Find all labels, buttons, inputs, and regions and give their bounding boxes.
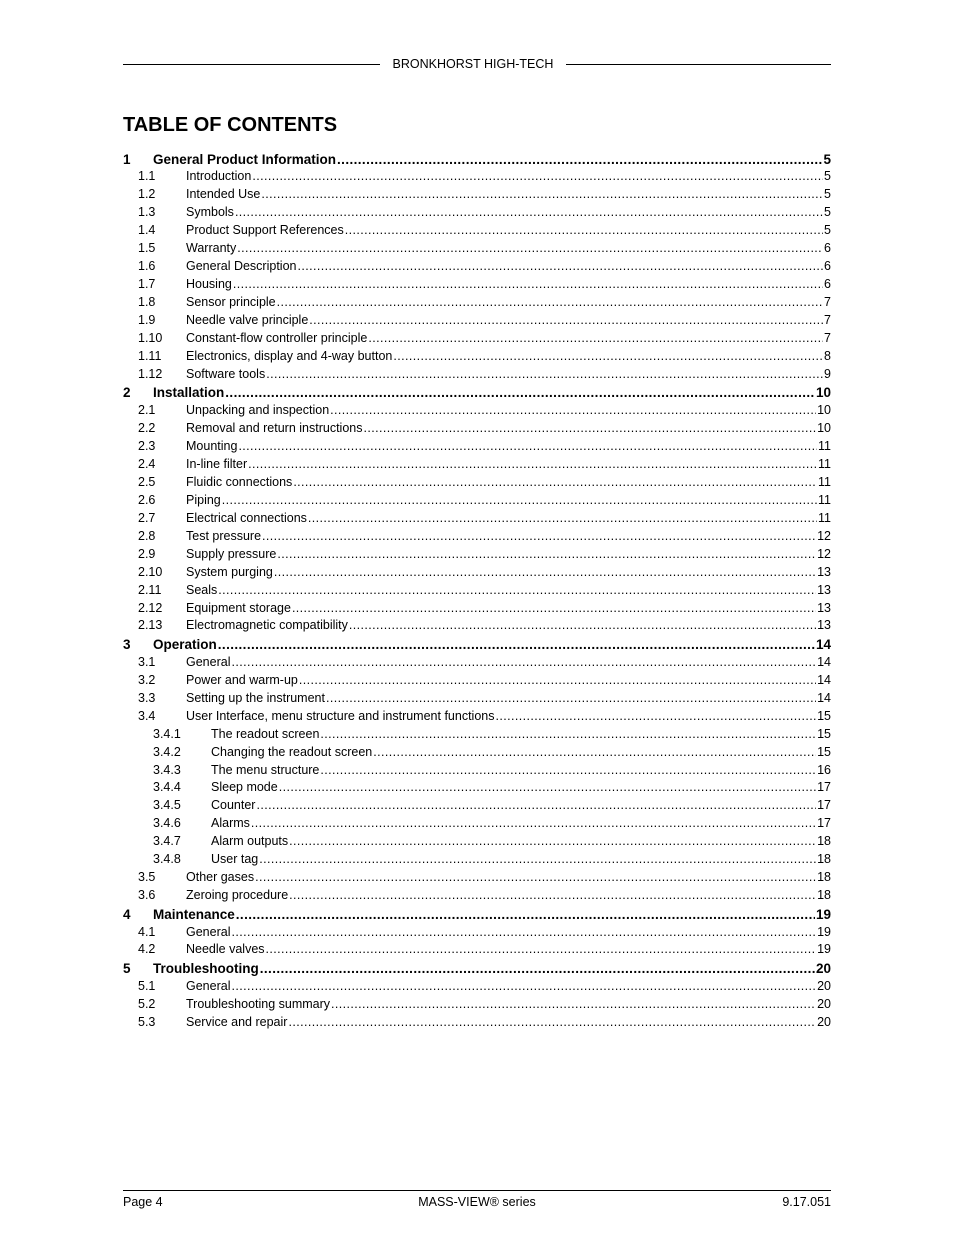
toc-entry-page: 14 (815, 636, 831, 652)
toc-dot-leader (373, 745, 816, 760)
toc-entry-number: 1 (123, 151, 131, 167)
toc-entry-number: 3.4.3 (153, 762, 181, 777)
toc-entry-title: Zeroing procedure (186, 888, 289, 903)
toc-entry[interactable] (123, 274, 831, 292)
toc-entry-page: 6 (824, 259, 831, 274)
toc-dot-leader (218, 583, 816, 598)
toc-entry[interactable] (123, 903, 831, 922)
toc-dot-leader (256, 798, 816, 813)
toc-dot-leader (252, 169, 823, 184)
toc-dot-leader (225, 385, 815, 400)
toc-entry[interactable] (123, 562, 831, 580)
toc-entry-page: 7 (824, 295, 831, 309)
toc-entry-title: Electromagnetic compatibility (186, 618, 348, 633)
toc-entry[interactable] (123, 616, 831, 634)
toc-entry-number: 3.3 (138, 690, 156, 705)
toc-entry[interactable] (123, 940, 831, 958)
toc-entry-page: 20 (817, 1014, 831, 1029)
toc-entry[interactable] (123, 490, 831, 508)
toc-entry-title: Installation (153, 385, 225, 401)
toc-entry-title: Software tools (186, 366, 266, 381)
toc-entry[interactable] (123, 885, 831, 903)
toc-entry-number: 3.4.1 (153, 726, 181, 741)
toc-entry-number: 3.4.2 (153, 744, 181, 759)
header-rule-left (123, 64, 380, 65)
toc-entry-number: 3.4 (138, 708, 156, 723)
toc-entry-page: 15 (817, 708, 831, 723)
toc-entry[interactable] (123, 454, 831, 472)
toc-entry-page: 10 (817, 421, 831, 436)
toc-entry-title: In-line filter (186, 457, 248, 471)
toc-entry-number: 1.1 (138, 169, 156, 184)
toc-entry[interactable] (123, 508, 831, 526)
toc-entry[interactable] (123, 364, 831, 382)
toc-entry[interactable] (123, 202, 831, 220)
toc-entry[interactable] (123, 652, 831, 670)
header-title: BRONKHORST HIGH-TECH (392, 57, 554, 71)
toc-entry-title: Troubleshooting summary (186, 996, 331, 1011)
toc-dot-leader (261, 187, 823, 202)
toc-entry-page: 19 (817, 942, 831, 957)
toc-dot-leader (363, 421, 816, 436)
toc-dot-leader (260, 961, 815, 976)
toc-entry-number: 2.13 (138, 618, 163, 633)
toc-dot-leader (299, 673, 816, 688)
toc-entry[interactable] (123, 957, 831, 976)
toc-entry-title: Symbols (186, 205, 234, 220)
toc-dot-leader (238, 439, 817, 454)
toc-entry-number: 2.9 (138, 546, 156, 561)
toc-entry[interactable] (123, 760, 831, 778)
toc-entry-title: Service and repair (186, 1014, 288, 1029)
toc-entry-page: 16 (817, 762, 831, 777)
toc-dot-leader (255, 870, 816, 885)
toc-entry-title: User Interface, menu structure and instrument functions (186, 708, 495, 723)
toc-entry[interactable] (123, 922, 831, 940)
toc-entry[interactable] (123, 994, 831, 1012)
toc-entry[interactable] (123, 346, 831, 364)
footer-page-label: Page 4 (123, 1195, 163, 1209)
toc-entry-title: General (186, 654, 231, 669)
toc-dot-leader (233, 277, 823, 292)
toc-entry[interactable] (123, 382, 831, 401)
toc-entry-title: Constant-flow controller principle (186, 330, 368, 345)
toc-entry[interactable] (123, 526, 831, 544)
toc-entry-page: 7 (824, 312, 831, 327)
toc-dot-leader (320, 763, 816, 778)
toc-entry[interactable] (123, 148, 831, 167)
toc-entry[interactable] (123, 238, 831, 256)
toc-dot-leader (331, 997, 816, 1012)
toc-entry[interactable] (123, 256, 831, 274)
toc-entry-number: 5.2 (138, 996, 156, 1011)
toc-entry[interactable] (123, 598, 831, 616)
toc-entry-title: Removal and return instructions (186, 421, 363, 436)
toc-entry[interactable] (123, 400, 831, 418)
toc-dot-leader (330, 403, 816, 418)
toc-entry-title: Alarms (211, 816, 250, 831)
toc-entry-title: Counter (211, 798, 256, 813)
toc-dot-leader (289, 834, 816, 849)
toc-entry-page: 6 (824, 241, 831, 256)
toc-dot-leader (320, 727, 816, 742)
toc-entry-title: Needle valves (186, 942, 265, 957)
toc-entry-title: The readout screen (211, 726, 320, 741)
toc-entry-title: Sleep mode (211, 780, 278, 795)
toc-entry-page: 19 (817, 924, 831, 939)
toc-dot-leader (309, 313, 823, 328)
toc-entry-number: 2.3 (138, 439, 156, 454)
toc-dot-leader (297, 259, 823, 274)
toc-dot-leader (345, 223, 823, 238)
toc-entry-number: 3.4.4 (153, 780, 181, 795)
toc-entry-page: 14 (817, 690, 831, 705)
toc-entry-number: 2.7 (138, 510, 156, 525)
toc-entry-title: Introduction (186, 169, 252, 184)
toc-entry[interactable] (123, 742, 831, 760)
toc-entry-page: 15 (817, 726, 831, 741)
toc-entry-page: 14 (817, 654, 831, 669)
toc-entry-number: 1.2 (138, 187, 156, 202)
toc-entry-number: 2.2 (138, 421, 156, 436)
toc-entry[interactable] (123, 867, 831, 885)
toc-entry-page: 5 (823, 151, 831, 167)
toc-entry-page: 9 (824, 366, 831, 381)
toc-heading: TABLE OF CONTENTS (123, 114, 338, 136)
toc-entry-page: 11 (818, 492, 831, 507)
toc-entry-number: 5.1 (138, 978, 156, 993)
toc-dot-leader (237, 241, 823, 256)
toc-entry-title: General (186, 924, 231, 939)
toc-entry-title: Sensor principle (186, 295, 276, 309)
toc-entry-number: 4.1 (138, 924, 156, 939)
toc-entry-page: 13 (817, 564, 831, 579)
toc-entry-number: 1.8 (138, 295, 156, 309)
toc-entry-page: 11 (818, 474, 831, 489)
toc-dot-leader (288, 1015, 816, 1030)
toc-entry-number: 1.10 (138, 330, 163, 345)
toc-entry[interactable] (123, 436, 831, 454)
toc-entry-title: Mounting (186, 439, 238, 454)
toc-entry-title: Seals (186, 582, 218, 597)
toc-entry-title: General Product Information (153, 151, 337, 167)
toc-entry-number: 3.5 (138, 870, 156, 885)
toc-entry-page: 17 (817, 780, 831, 795)
toc-entry-page: 11 (818, 457, 831, 471)
toc-entry-page: 13 (817, 582, 831, 597)
toc-dot-leader (368, 331, 823, 346)
toc-entry[interactable] (123, 580, 831, 598)
toc-entry-page: 7 (824, 330, 831, 345)
table-of-contents (123, 148, 831, 1030)
toc-dot-leader (277, 547, 816, 562)
toc-dot-leader (266, 942, 817, 957)
toc-entry-number: 1.4 (138, 223, 156, 238)
toc-entry[interactable] (123, 688, 831, 706)
toc-entry-title: Needle valve principle (186, 312, 309, 327)
toc-entry-title: Troubleshooting (153, 960, 259, 976)
toc-entry-page: 15 (817, 744, 831, 759)
toc-entry-number: 4.2 (138, 942, 156, 957)
toc-entry-title: Maintenance (153, 906, 235, 922)
toc-entry-title: Electrical connections (186, 510, 307, 525)
toc-entry[interactable] (123, 418, 831, 436)
toc-entry[interactable] (123, 310, 831, 328)
toc-dot-leader (231, 979, 816, 994)
page-footer (123, 1190, 831, 1213)
toc-dot-leader (349, 618, 816, 633)
toc-entry[interactable] (123, 778, 831, 796)
toc-dot-leader (326, 691, 816, 706)
footer-doc-number: 9.17.051 (782, 1195, 831, 1209)
toc-entry-page: 17 (817, 798, 831, 813)
toc-dot-leader (308, 511, 817, 526)
toc-dot-leader (495, 709, 816, 724)
toc-dot-leader (218, 637, 815, 652)
toc-entry-number: 3.4.5 (153, 798, 181, 813)
toc-dot-leader (266, 367, 823, 382)
toc-dot-leader (231, 655, 816, 670)
toc-dot-leader (293, 475, 817, 490)
toc-entry[interactable] (123, 1012, 831, 1030)
toc-entry-title: Unpacking and inspection (186, 403, 330, 418)
toc-entry-number: 2.8 (138, 528, 156, 543)
toc-entry[interactable] (123, 813, 831, 831)
toc-entry-page: 5 (824, 205, 831, 220)
toc-entry-number: 1.6 (138, 259, 156, 274)
toc-entry-number: 1.11 (138, 348, 162, 363)
toc-entry-number: 1.7 (138, 277, 156, 292)
toc-dot-leader (277, 295, 823, 310)
toc-entry-number: 1.5 (138, 241, 156, 256)
toc-entry[interactable] (123, 849, 831, 867)
toc-entry-number: 3.1 (138, 654, 156, 669)
toc-entry-title: General Description (186, 259, 297, 274)
toc-entry-title: Changing the readout screen (211, 744, 373, 759)
toc-entry-title: Piping (186, 492, 221, 507)
toc-entry-number: 3 (123, 636, 131, 652)
page-header (123, 55, 831, 73)
toc-entry-page: 13 (817, 618, 831, 633)
toc-entry[interactable] (123, 831, 831, 849)
toc-entry-title: Housing (186, 277, 232, 292)
footer-product: MASS-VIEW® series (418, 1195, 536, 1209)
toc-entry-page: 17 (817, 816, 831, 831)
toc-entry[interactable] (123, 670, 831, 688)
toc-entry-number: 2.5 (138, 474, 156, 489)
toc-entry-page: 5 (824, 169, 831, 184)
toc-entry-number: 2.10 (138, 564, 163, 579)
toc-entry-title: Test pressure (186, 528, 262, 543)
toc-entry-page: 20 (815, 960, 831, 976)
toc-entry-title: Fluidic connections (186, 474, 293, 489)
toc-entry-number: 2.1 (138, 403, 156, 418)
toc-entry[interactable] (123, 724, 831, 742)
toc-entry[interactable] (123, 706, 831, 724)
toc-entry-number: 2 (123, 385, 131, 401)
toc-entry-page: 20 (817, 978, 831, 993)
toc-entry[interactable] (123, 292, 831, 310)
toc-entry-title: Electronics, display and 4-way button (186, 348, 393, 363)
toc-entry[interactable] (123, 220, 831, 238)
toc-entry-title: Product Support References (186, 223, 344, 238)
toc-entry-number: 2.6 (138, 492, 156, 507)
toc-entry-page: 14 (817, 672, 831, 687)
toc-entry-page: 10 (815, 385, 831, 401)
toc-entry-page: 11 (818, 510, 831, 525)
toc-dot-leader (236, 907, 815, 922)
toc-entry-page: 12 (817, 546, 831, 561)
toc-entry-page: 5 (824, 223, 831, 238)
toc-entry-page: 13 (817, 600, 831, 615)
toc-entry-number: 2.11 (138, 582, 162, 597)
toc-dot-leader (274, 565, 816, 580)
toc-entry[interactable] (123, 544, 831, 562)
toc-entry-page: 10 (817, 403, 831, 418)
toc-dot-leader (222, 493, 817, 508)
toc-entry-page: 8 (824, 348, 831, 363)
toc-entry-page: 18 (817, 852, 831, 867)
toc-entry-title: System purging (186, 564, 273, 579)
toc-entry[interactable] (123, 795, 831, 813)
toc-entry-page: 5 (824, 187, 831, 202)
toc-entry-title: General (186, 978, 231, 993)
toc-dot-leader (231, 925, 816, 940)
toc-entry-title: Power and warm-up (186, 672, 298, 687)
toc-entry-number: 3.4.6 (153, 816, 181, 831)
toc-entry-number: 1.12 (138, 366, 163, 381)
toc-entry[interactable] (123, 633, 831, 652)
toc-entry-title: User tag (211, 852, 259, 867)
toc-entry-number: 1.9 (138, 312, 156, 327)
toc-entry-title: Operation (153, 636, 217, 652)
toc-dot-leader (251, 816, 816, 831)
toc-entry[interactable] (123, 472, 831, 490)
toc-entry-page: 18 (817, 888, 831, 903)
toc-entry-title: Warranty (186, 241, 237, 256)
toc-entry-title: Alarm outputs (211, 834, 289, 849)
header-rule-right (566, 64, 831, 65)
toc-dot-leader (292, 601, 816, 616)
toc-entry-number: 2.12 (138, 600, 163, 615)
toc-entry-page: 18 (817, 834, 831, 849)
toc-dot-leader (279, 780, 816, 795)
toc-entry[interactable] (123, 184, 831, 202)
toc-entry-title: Equipment storage (186, 600, 291, 615)
toc-entry-page: 20 (817, 996, 831, 1011)
toc-entry-number: 4 (123, 906, 131, 922)
toc-entry-title: The menu structure (211, 762, 320, 777)
toc-entry-title: Other gases (186, 870, 255, 885)
toc-entry-page: 12 (817, 528, 831, 543)
toc-entry-title: Setting up the instrument (186, 690, 325, 705)
toc-entry[interactable] (123, 328, 831, 346)
toc-entry-page: 11 (818, 439, 831, 454)
toc-entry-number: 5 (123, 960, 131, 976)
toc-entry-title: Intended Use (186, 187, 261, 202)
toc-dot-leader (235, 205, 823, 220)
toc-dot-leader (289, 888, 816, 903)
toc-entry[interactable] (123, 167, 831, 185)
toc-dot-leader (337, 152, 822, 167)
toc-entry-number: 3.6 (138, 888, 156, 903)
toc-entry-number: 2.4 (138, 457, 156, 471)
toc-dot-leader (262, 529, 816, 544)
toc-entry-page: 6 (824, 277, 831, 292)
toc-entry-number: 5.3 (138, 1014, 156, 1029)
toc-entry-number: 3.4.7 (153, 834, 181, 849)
toc-entry-number: 1.3 (138, 205, 156, 220)
toc-entry-title: Supply pressure (186, 546, 277, 561)
toc-dot-leader (248, 457, 817, 472)
toc-entry-number: 3.4.8 (153, 852, 181, 867)
toc-entry-number: 3.2 (138, 672, 156, 687)
toc-dot-leader (393, 349, 823, 364)
toc-dot-leader (259, 852, 816, 867)
toc-entry[interactable] (123, 976, 831, 994)
toc-entry-page: 19 (815, 906, 831, 922)
toc-entry-page: 18 (817, 870, 831, 885)
